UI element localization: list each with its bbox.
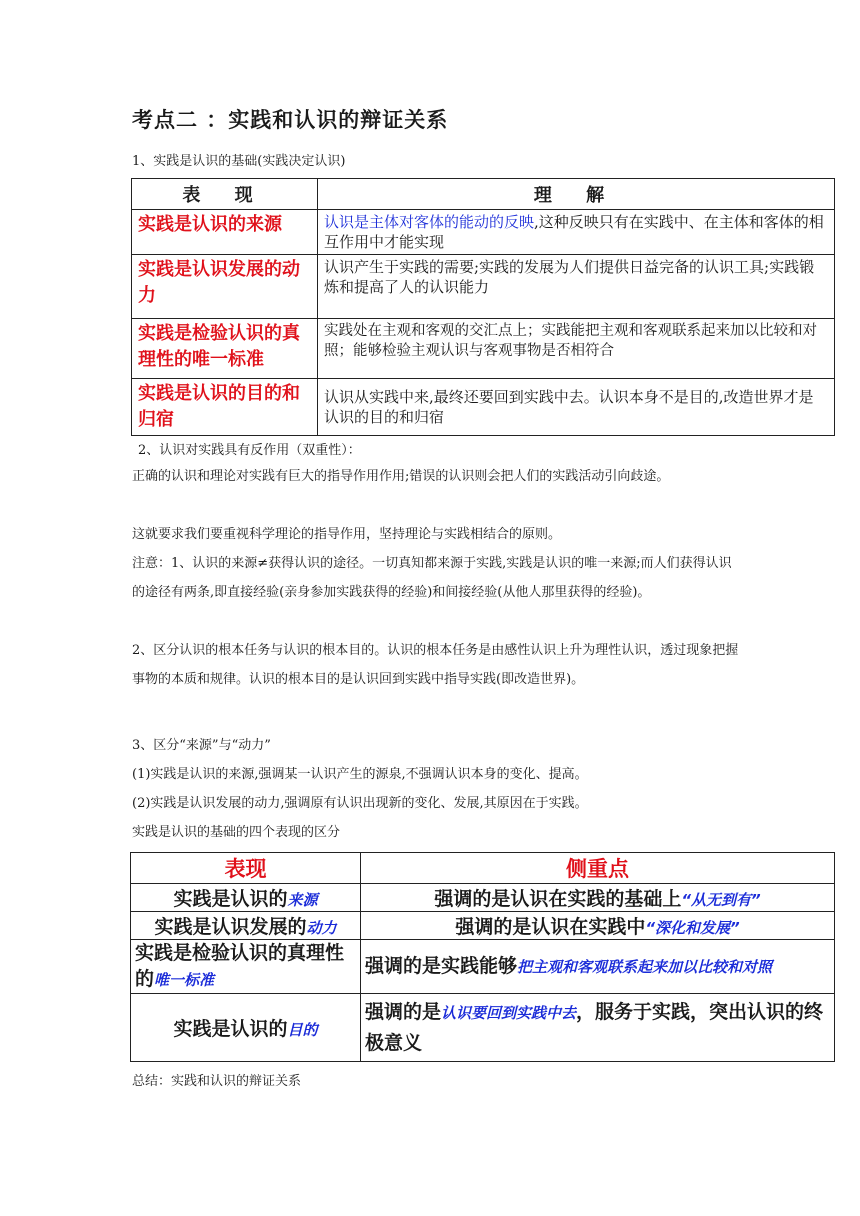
table2-row-3-left-highlight: 唯一标准: [154, 971, 215, 989]
table2-row-4-left: [131, 994, 361, 1062]
table-practice-foundation: [131, 178, 835, 436]
table2-row-4-left-text: 实践是认识的: [173, 1018, 288, 1040]
table1-row-2-right: 认识产生于实践的需要;实践的发展为人们提供日益完备的认识工具;实践锻炼和提高了人的认识能力: [318, 255, 835, 319]
table2-row-4-right: [361, 994, 835, 1062]
table2-row-1-right-highlight: “从无到有”: [681, 891, 761, 909]
paragraph-table-caption: 实践是认识的基础的四个表现的区分: [132, 825, 341, 840]
table2-row-4-right-tail: ，服务于实践，突出认识的终极意义: [365, 1001, 824, 1054]
table2-row-2-left-text: 实践是认识发展的: [154, 916, 307, 938]
table2-row-3-right-highlight: 把主观和客观联系起来加以比较和对照: [517, 958, 773, 976]
table2-row-1-left-highlight: 来源: [287, 891, 318, 909]
paragraph-note-1: 注意：1、认识的来源≠获得认识的途径。一切真知都来源于实践,实践是认识的唯一来源;而人们获得认识的途径有两条,即直接经验(亲身参加实践获得的经验)和间接经验(从他人那里获得的经验)。: [132, 556, 732, 600]
table2-header-1: 表现: [131, 853, 361, 884]
table2-row-3-left: [131, 940, 361, 994]
table-four-aspects: [130, 852, 835, 1062]
table2-row-2-left: [131, 912, 361, 940]
table2-row-2-right-text: 强调的是认识在实践中: [455, 916, 646, 938]
paragraph-point-1: (1)实践是认识的来源,强调某一认识产生的源泉,不强调认识本身的变化、提高。: [132, 767, 588, 782]
table1-row-4-left: 实践是认识的目的和归宿: [132, 379, 318, 436]
table2-row-2-right-highlight: “深化和发展”: [645, 919, 740, 937]
section-2-heading: 2、认识对实践具有反作用（双重性）：: [138, 443, 361, 458]
paragraph-note-2: 2、区分认识的根本任务与认识的根本目的。认识的根本任务是由感性认识上升为理性认识，透过现象把握事物的本质和规律。认识的根本目的是认识回到实践中指导实践(即改造世界)。: [132, 643, 739, 687]
table2-row-1-left: [131, 884, 361, 912]
table2-row-4-left-highlight: 目的: [287, 1021, 318, 1039]
paragraph-point-2: (2)实践是认识发展的动力,强调原有认识出现新的变化、发展,其原因在于实践。: [132, 796, 588, 811]
section-1-heading: 1、实践是认识的基础(实践决定认识): [132, 154, 346, 169]
table1-row-3-right: 实践处在主观和客观的交汇点上；实践能把主观和客观联系起来加以比较和对照；能够检验主观认识与客观事物是否相符合: [318, 319, 835, 379]
table2-row-3-left-text: 实践是检验认识的真理性的: [135, 942, 345, 990]
paragraph-2: 这就要求我们要重视科学理论的指导作用，坚持理论与实践相结合的原则。: [132, 527, 562, 542]
table2-row-3-right-text: 强调的是实践能够: [365, 955, 518, 977]
table2-row-4-right-text: 强调的是: [365, 1001, 442, 1023]
table1-row-1-highlight: 认识是主体对客体的能动的反映: [324, 213, 535, 231]
table2-header-2: 侧重点: [361, 853, 835, 884]
table2-row-4-right-highlight: 认识要回到实践中去: [441, 1004, 577, 1022]
table1-row-1-left: 实践是认识的来源: [132, 210, 318, 255]
table1-row-1-text: ,这种反映只有在实践中、在主体和客体的相互作用中才能实现: [324, 213, 824, 251]
table1-header-1: 表 现: [132, 179, 318, 210]
summary-line: 总结：实践和认识的辩证关系: [132, 1074, 302, 1089]
page-title: 考点二 ：实践和认识的辩证关系: [132, 108, 449, 132]
paragraph-note-3: 3、区分“来源”与“动力”: [132, 738, 271, 753]
table2-row-2-right: [361, 912, 835, 940]
table1-row-2-left: 实践是认识发展的动力: [132, 255, 318, 319]
table1-header-2: 理 解: [318, 179, 835, 210]
table1-row-3-left: 实践是检验认识的真理性的唯一标准: [132, 319, 318, 379]
table2-row-1-right-text: 强调的是认识在实践的基础上: [434, 888, 682, 910]
table2-row-1-right: [361, 884, 835, 912]
table2-row-1-left-text: 实践是认识的: [173, 888, 288, 910]
table2-row-3-right: [361, 940, 835, 994]
table1-row-4-right: 认识从实践中来,最终还要回到实践中去。认识本身不是目的,改造世界才是认识的目的和归宿: [318, 379, 835, 436]
paragraph-1: 正确的认识和理论对实践有巨大的指导作用作用;错误的认识则会把人们的实践活动引向歧途。: [132, 469, 670, 484]
table1-row-1-right: [318, 210, 835, 255]
table2-row-2-left-highlight: 动力: [306, 919, 337, 937]
